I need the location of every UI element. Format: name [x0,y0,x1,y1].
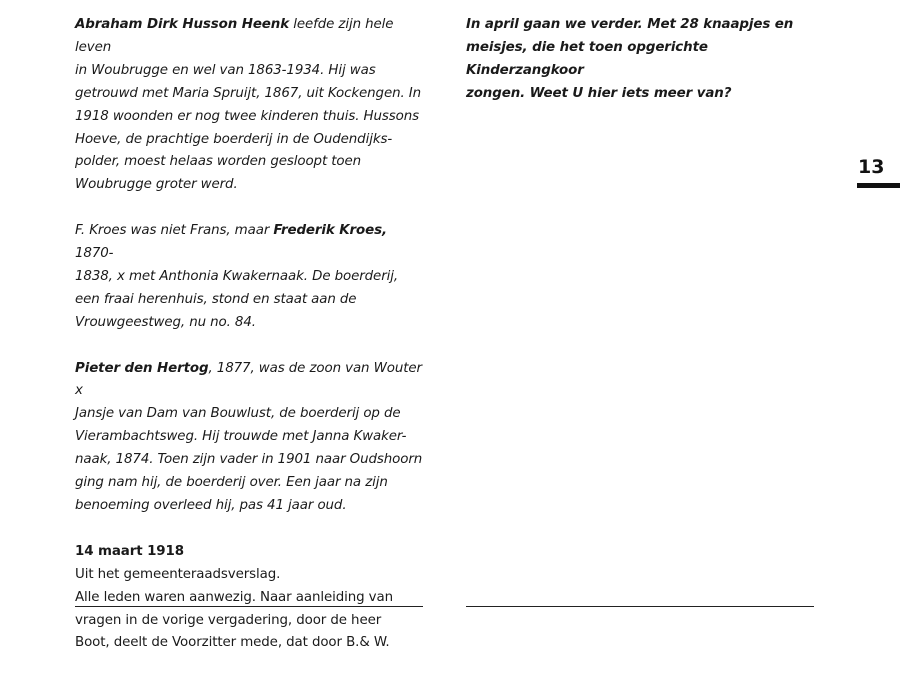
right-column [466,14,826,129]
paragraph-intro-text: F. Kroes was niet Frans, maar [75,223,274,239]
paragraph-text: 1870- 1838, x met Anthonia Kwakernaak. De boerderij, een fraai herenhuis, stond en staat aan de Vrouwgeestweg, nu no. 84. [75,246,398,330]
paragraph-kroes [75,220,425,335]
person-name-kroes: Frederik Kroes, [273,223,387,239]
person-name-den-hertog: Pieter den Hertog [75,360,209,376]
paragraph-council-report [75,541,425,656]
paragraph-next-episode: In april gaan we verder. Met 28 knaapjes en meisjes, die het toen opgerichte Kinderzangkoor zongen. Weet U hier iets meer van? [466,17,794,101]
person-name-husson-heenk: Abraham Dirk Husson Heenk [75,17,290,32]
paragraph-text: , 1877, was de zoon van Wouter x Jansje van Dam van Bouwlust, de boerderij op de Vierambachtsweg. Hij trouwde met Janna Kwaker- naak, 1874. Toen zijn vader in 1901 naar Oudshoorn ging nam hij, de boerderij over. Een jaar na zijn benoeming overleed hij, pas 41 jaar oud. [75,360,423,513]
paragraph-text: leefde zijn hele leven in Woubrugge en wel van 1863-1934. Hij was getrouwd met Maria Spruijt, 1867, uit Kockengen. In 1918 woonden er nog twee kinderen thuis. Hussons Hoeve, de prachtige boerderij in de Oudendijks- polder, moest helaas worden gesloopt toen Woubrugge groter werd. [75,17,422,193]
paragraph-den-hertog [75,358,425,518]
page-tab-marker [857,183,900,188]
page-number: 13 [858,156,885,178]
paragraph-husson-heenk [75,14,425,197]
section-heading-date: 14 maart 1918 [75,543,184,559]
paragraph-text: Uit het gemeenteraadsverslag. Alle leden waren aanwezig. Naar aanleiding van vragen in de vorige vergadering, door de heer Boot, deelt de Voorzitter mede, dat door B.& W. [75,566,393,651]
footer-rule-left [75,606,423,607]
left-column [75,14,425,678]
footer-rule-right [466,606,814,607]
